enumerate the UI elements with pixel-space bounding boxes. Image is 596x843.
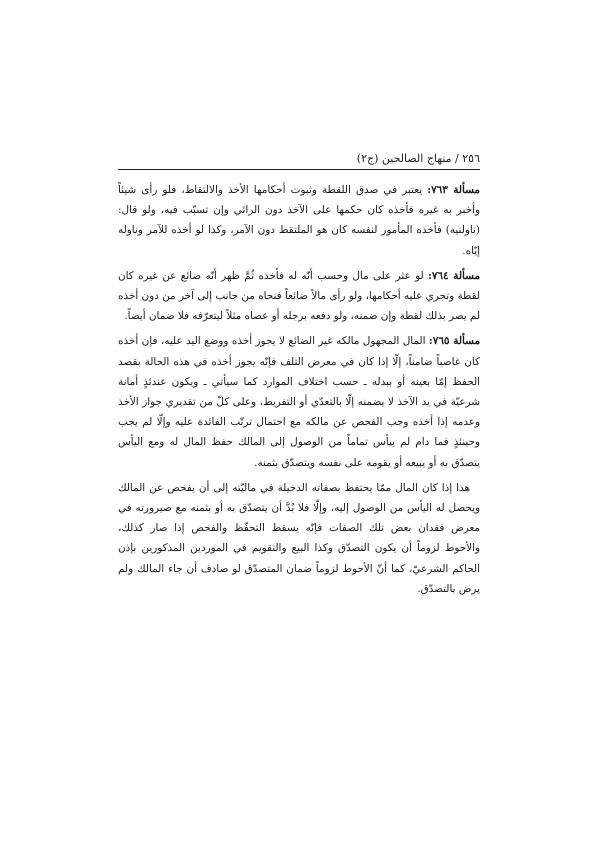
continuation-paragraph xyxy=(118,478,480,599)
issue-763-paragraph xyxy=(118,180,480,261)
header-separator: / xyxy=(455,152,459,165)
issue-764-paragraph xyxy=(118,266,480,327)
issue-764-label: مسألة ٧٦٤: xyxy=(428,269,481,282)
issue-763-text: يعتبر في صدق اللقطة وثبوت أحكامها الأخذ والالتقاط، فلو رأى شيئاً وأخبر به غيره فأخذه كان حكمها على الآخذ دون الرائي وإن تسبّب فيه، ولو قال: (ناولنيه) فأخذه المأمور لنفسه كان هو الملتقط دون الآمر، وكذا لو أخذه للآمر وناوله إيّاه. xyxy=(118,184,480,257)
issue-764-text: لو عثر على مال وحسب أنّه له فأخذه ثُمَّ ظهر أنّه ضائع عن غيره كان لقطة وتجري عليه أحكامها، ولو رأى مالاً ضائعاً فنحاه من جانب إلى آخر من دون أخذه لم يصر بذلك لقطة وإن ضمنه، ولو دفعه برجله أو عصاه مثلاً ليتعرّفه فلا ضمان أيضاً. xyxy=(118,269,480,323)
book-title: منهاج الصالحين (ج٢) xyxy=(356,152,452,165)
page-body xyxy=(118,180,480,604)
running-header xyxy=(118,150,480,168)
issue-765-label: مسألة ٧٦٥: xyxy=(428,335,481,348)
issue-763-label: مسألة ٧٦٣: xyxy=(427,184,480,196)
page-number: ٢٥٦ xyxy=(462,152,480,165)
header-divider xyxy=(118,169,480,170)
issue-765-paragraph xyxy=(118,331,480,472)
issue-765-text: المال المجهول مالكه غير الضائع لا يجوز أخذه ووضع اليد عليه، فإن أخذه كان غاصباً ضامناً، إلّا إذا كان في معرض التلف فإنّه يجوز أخذه في هذه الحالة بقصد الحفظ إمّا بعينه أو ببدله ـ حسب اختلاف الموارد كما سيأتي ـ ويكون عندئذٍ أمانة شرعيّة في يد الآخذ لا يضمنه إلّا بالتعدّي أو التفريط، وعلى كلّ من تقديري جواز الأخذ وعدمه إذا أخذه وجب الفحص عن مالكه مع احتمال ترتّب الفائدة عليه وإلّا لم يجب وحينئذٍ فما دام لم ييأس تماماً من الوصول إلى المالك حفظ المال له ومع اليأس يتصدّق به أو يبيعه أو يقومه على نفسه ويتصدّق بثمنه. xyxy=(118,335,480,469)
continuation-text: هذا إذا كان المال ممّا يحتفظ بصفاته الدخيلة في ماليّته إلى أن يفحص عن المالك ويحصل له اليأس من الوصول إليه، وإلّا فلا بُدَّ أن يتصدّق به أو بثمنه مع صيرورته في معرض فقدان بعض تلك الصفات فإنّه يسقط التحفّظ والفحص إذا صار كذلك، والأحوط لزوماً أن يكون التصدّق وكذا البيع والتقويم في الموردين المذكورين بإذن الحاكم الشرعيّ، كما أنّ الأحوط لزوماً ضمان المتصدّق لو صادف أن جاء المالك ولم يرض بالتصدّق. xyxy=(118,481,480,595)
